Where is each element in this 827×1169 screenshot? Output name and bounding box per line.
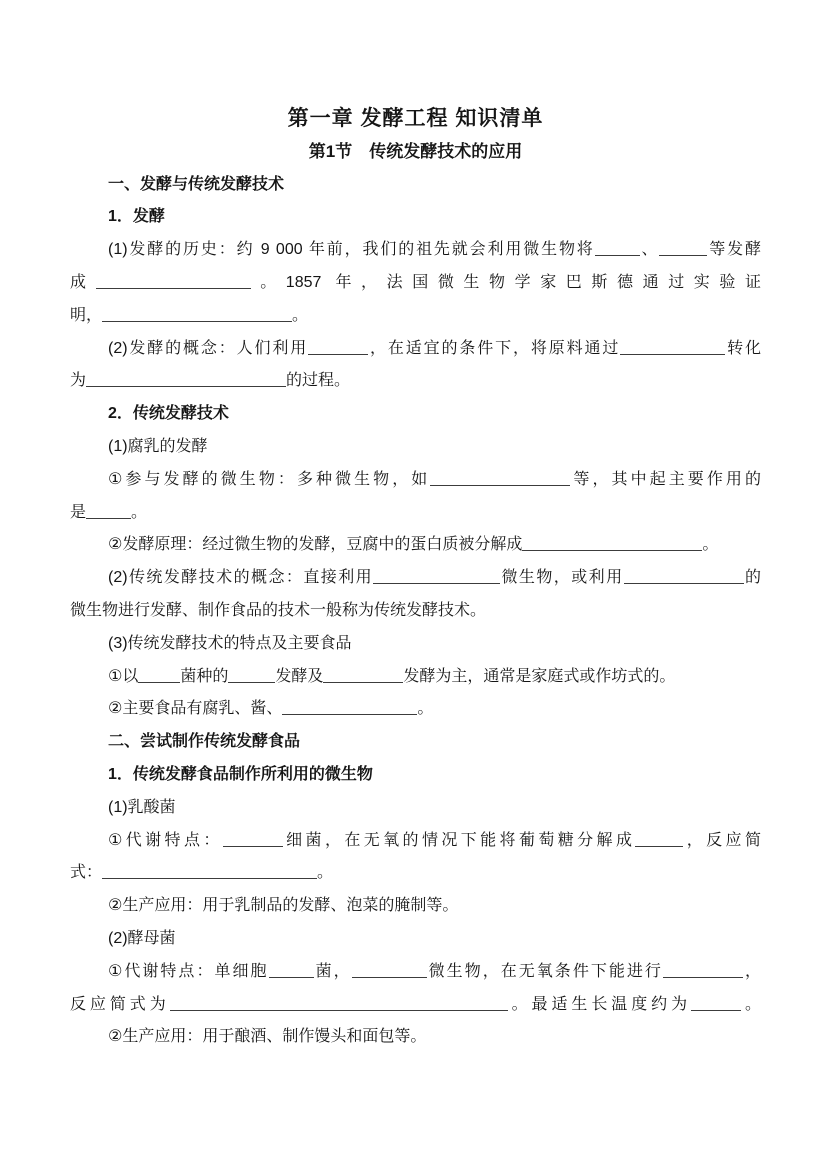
text-segment: 明， — [70, 306, 103, 324]
text-segment: 的 — [743, 569, 761, 587]
blank-field — [659, 241, 707, 256]
doc-line — [70, 890, 761, 923]
text-segment: 。1857 年，法国微生物学家巴斯德通过实验证 — [250, 273, 761, 291]
text-segment: ①以 — [108, 667, 139, 685]
text-segment: 成 — [70, 273, 96, 291]
text-segment: 第1节 传统发酵技术的应用 — [308, 141, 523, 161]
blank-field — [282, 700, 417, 715]
blank-field — [86, 504, 131, 519]
section-heading — [70, 201, 761, 234]
text-segment: 。 — [292, 306, 309, 324]
text-segment: 菌， — [313, 962, 352, 980]
blank-field — [624, 569, 744, 584]
text-segment: ②主要食品有腐乳、酱、 — [108, 700, 283, 718]
doc-line — [70, 234, 761, 267]
blank-field — [663, 963, 743, 978]
text-segment: 。 — [702, 536, 719, 554]
text-segment: 反应简式为 — [70, 995, 170, 1013]
blank-field — [430, 471, 570, 486]
page-subtitle — [70, 136, 761, 169]
text-segment: 。最适生长温度约为 — [507, 995, 692, 1013]
text-segment: 发酵及 — [275, 667, 324, 685]
text-segment: 为 — [70, 372, 87, 390]
text-segment: ， — [742, 962, 761, 980]
text-segment: 是 — [70, 503, 87, 521]
doc-line — [70, 792, 761, 825]
doc-line — [70, 628, 761, 661]
text-segment: 一、发酵与传统发酵技术 — [108, 175, 285, 193]
doc-line — [70, 923, 761, 956]
blank-field — [96, 274, 251, 289]
text-segment: ①代谢特点： — [108, 831, 223, 849]
blank-field — [691, 996, 741, 1011]
text-segment: (2)发酵的概念：人们利用 — [108, 339, 309, 357]
doc-line — [70, 300, 761, 333]
blank-field — [102, 864, 317, 879]
doc-line — [70, 956, 761, 989]
section-heading — [70, 169, 761, 202]
section-heading — [70, 726, 761, 759]
text-segment: 第一章 发酵工程 知识清单 — [287, 107, 544, 130]
text-segment: (2)酵母菌 — [108, 929, 176, 947]
text-segment: 菌种的 — [180, 667, 229, 685]
blank-field — [170, 996, 508, 1011]
doc-line — [70, 562, 761, 595]
text-segment: (3)传统发酵技术的特点及主要食品 — [108, 634, 352, 652]
blank-field — [595, 241, 640, 256]
text-segment: 等，其中起主要作用的 — [570, 470, 761, 488]
text-segment: ，在适宜的条件下，将原料通过 — [368, 339, 621, 357]
doc-line — [70, 267, 761, 300]
doc-line — [70, 529, 761, 562]
blank-field — [522, 536, 702, 551]
doc-line — [70, 1021, 761, 1054]
doc-line — [70, 825, 761, 858]
blank-field — [352, 963, 427, 978]
doc-line — [70, 431, 761, 464]
doc-line — [70, 464, 761, 497]
text-segment: 微生物，或利用 — [500, 569, 624, 587]
text-segment: 转化 — [725, 339, 761, 357]
blank-field — [373, 569, 500, 584]
text-segment: (2)传统发酵技术的概念：直接利用 — [108, 569, 374, 587]
doc-line — [70, 333, 761, 366]
doc-line — [70, 857, 761, 890]
section-heading — [70, 759, 761, 792]
blank-field — [308, 340, 368, 355]
text-segment: ②生产应用：用于酿酒、制作馒头和面包等。 — [108, 1028, 427, 1046]
text-segment: 1．传统发酵食品制作所利用的微生物 — [108, 765, 373, 783]
text-segment: ①代谢特点：单细胞 — [108, 962, 269, 980]
blank-field — [86, 372, 286, 387]
text-segment: 微生物进行发酵、制作食品的技术一般称为传统发酵技术。 — [70, 601, 487, 619]
blank-field — [102, 307, 292, 322]
doc-line — [70, 693, 761, 726]
text-segment: 发酵为主，通常是家庭式或作坊式的。 — [403, 667, 676, 685]
text-segment: 。 — [131, 503, 148, 521]
text-segment: 。 — [417, 700, 434, 718]
text-segment: (1)乳酸菌 — [108, 798, 176, 816]
text-segment: ②生产应用：用于乳制品的发酵、泡菜的腌制等。 — [108, 897, 459, 915]
blank-field — [138, 668, 180, 683]
text-segment: ，反应简 — [683, 831, 761, 849]
blank-field — [323, 668, 403, 683]
text-segment: (1)腐乳的发酵 — [108, 437, 208, 455]
doc-line — [70, 595, 761, 628]
text-segment: 细菌，在无氧的情况下能将葡萄糖分解成 — [282, 831, 636, 849]
text-segment: 、 — [639, 241, 660, 259]
section-heading — [70, 398, 761, 431]
page-title — [70, 103, 761, 136]
blank-field — [228, 668, 275, 683]
text-segment: ②发酵原理：经过微生物的发酵，豆腐中的蛋白质被分解成 — [108, 536, 523, 554]
blank-field — [635, 832, 683, 847]
doc-line — [70, 661, 761, 694]
doc-line — [70, 497, 761, 530]
text-segment: 。 — [317, 864, 334, 882]
doc-line — [70, 365, 761, 398]
blank-field — [620, 340, 725, 355]
blank-field — [269, 963, 314, 978]
text-segment: 式： — [70, 864, 103, 882]
doc-line — [70, 989, 761, 1022]
text-segment: 的过程。 — [286, 372, 351, 390]
blank-field — [223, 832, 283, 847]
text-segment: 二、尝试制作传统发酵食品 — [108, 733, 301, 751]
text-segment: (1)发酵的历史：约 9 000 年前，我们的祖先就会利用微生物将 — [108, 241, 595, 259]
text-segment: 1．发酵 — [108, 208, 165, 226]
text-segment: ①参与发酵的微生物：多种微生物，如 — [108, 470, 431, 488]
text-segment: 2．传统发酵技术 — [108, 405, 229, 423]
text-segment: 微生物，在无氧条件下能进行 — [426, 962, 663, 980]
text-segment: 等发酵 — [707, 241, 761, 259]
text-segment: 。 — [741, 995, 761, 1013]
